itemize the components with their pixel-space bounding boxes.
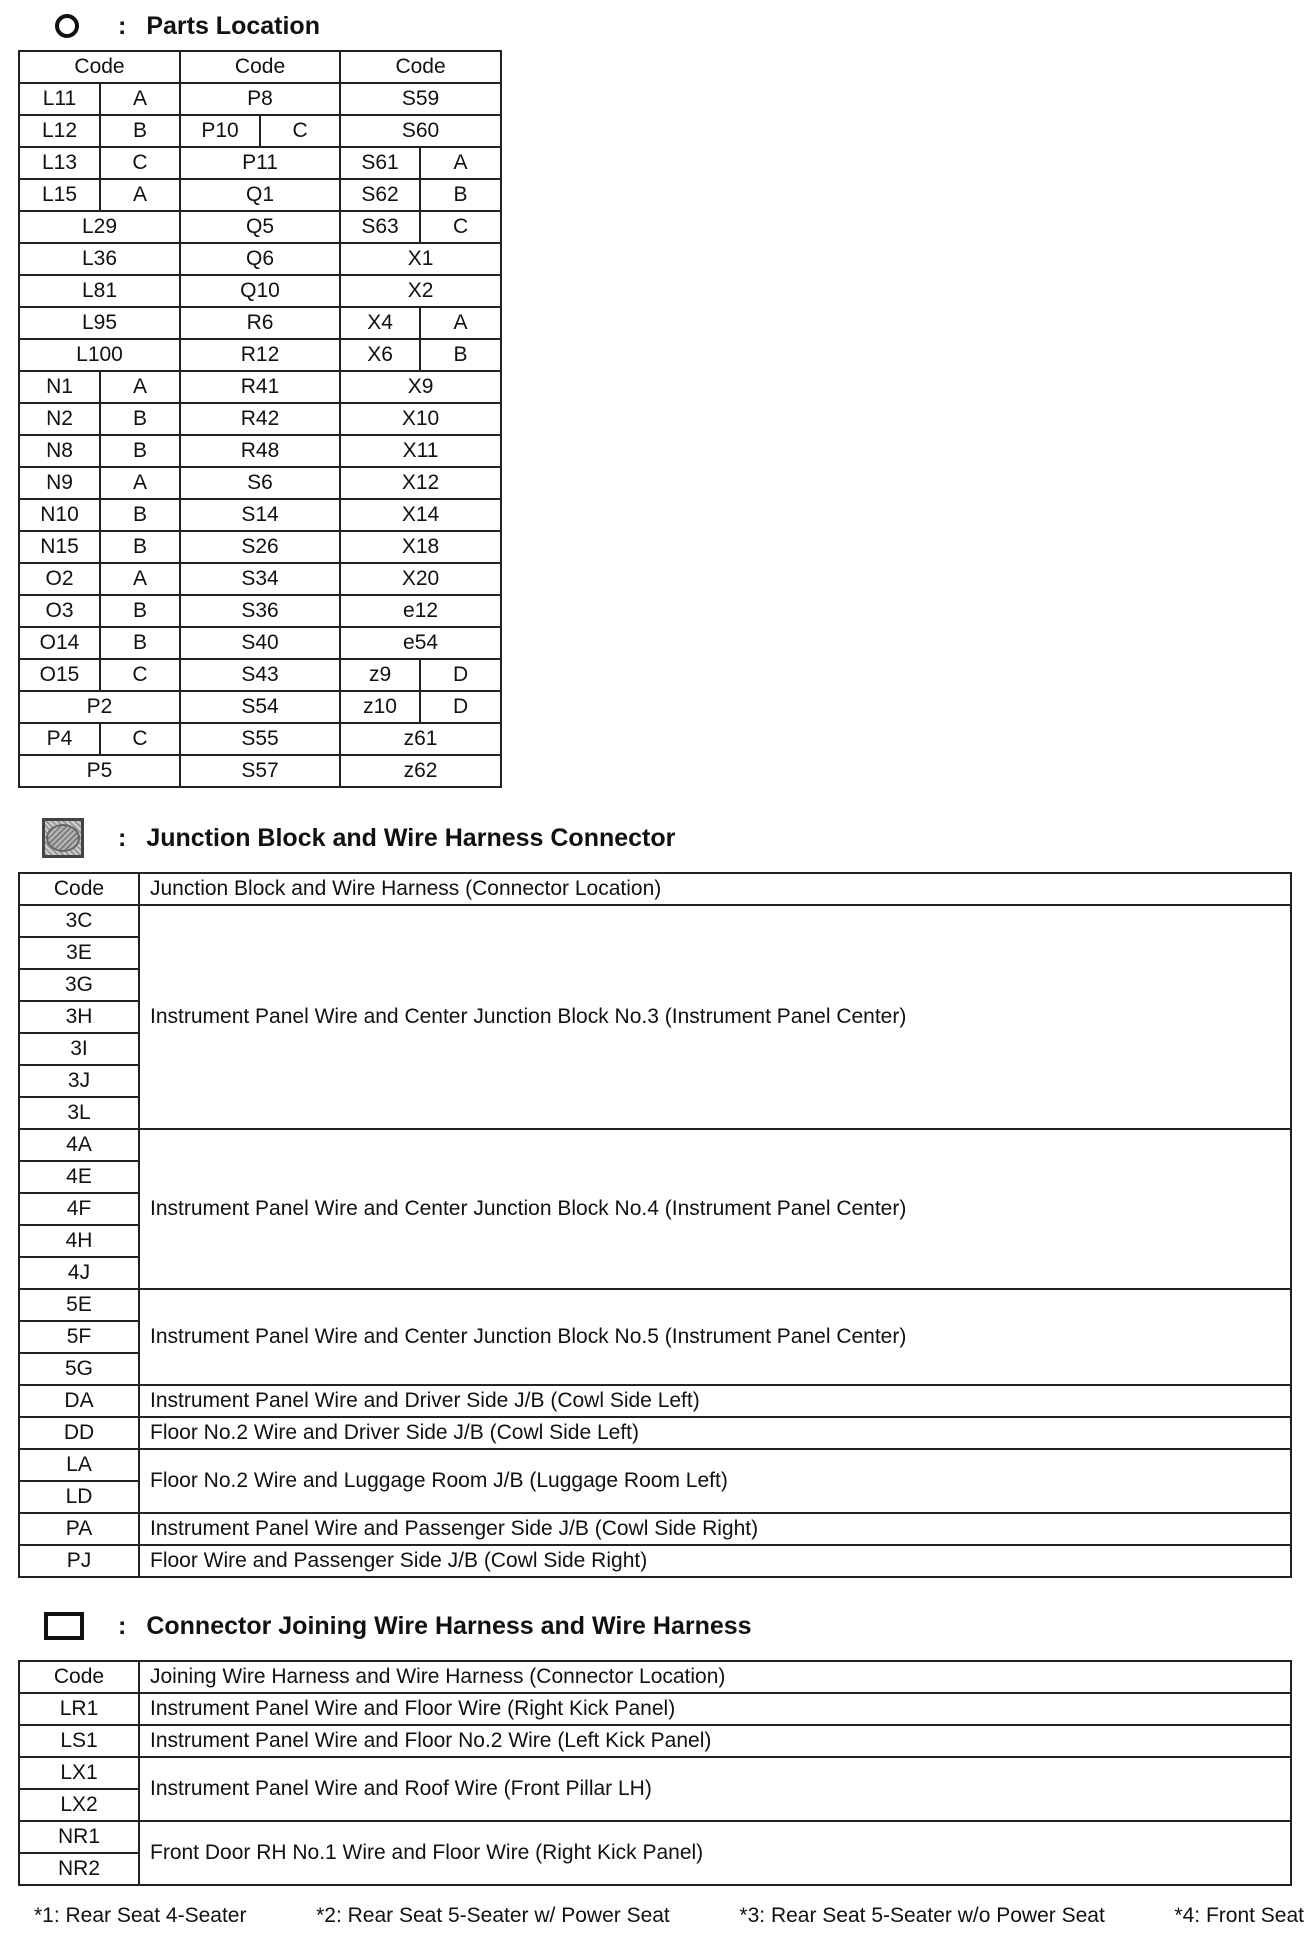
connector-description-cell: Instrument Panel Wire and Floor No.2 Wire (Left Kick Panel) — [139, 1725, 1291, 1757]
part-location-letter-cell: B — [420, 179, 501, 211]
part-code-cell: R42 — [180, 403, 340, 435]
connector-code-cell: 3I — [19, 1033, 139, 1065]
part-code-cell: Q10 — [180, 275, 340, 307]
table-row — [19, 1129, 1291, 1161]
table-row — [19, 595, 501, 627]
part-code-cell: Q6 — [180, 243, 340, 275]
part-code-cell: O3 — [19, 595, 100, 627]
part-code-cell: S60 — [340, 115, 501, 147]
connector-code-cell: 3L — [19, 1097, 139, 1129]
junction-block-title: Junction Block and Wire Harness Connector — [146, 823, 676, 852]
connector-table — [18, 1660, 1292, 1886]
table-row — [19, 243, 501, 275]
connector-description-cell: Floor Wire and Passenger Side J/B (Cowl Side Right) — [139, 1545, 1291, 1577]
connector-code-cell: LX2 — [19, 1789, 139, 1821]
part-code-cell: e12 — [340, 595, 501, 627]
part-code-cell: O15 — [19, 659, 100, 691]
connector-code-cell: 3C — [19, 905, 139, 937]
part-code-cell: L36 — [19, 243, 180, 275]
part-code-cell: X2 — [340, 275, 501, 307]
part-code-cell: P2 — [19, 691, 180, 723]
connector-heading — [40, 1606, 752, 1646]
parts-location-title: Parts Location — [146, 11, 320, 40]
column-header-code: Code — [340, 51, 501, 83]
part-location-letter-cell: B — [100, 627, 180, 659]
connector-code-cell: 4A — [19, 1129, 139, 1161]
part-location-letter-cell: D — [420, 659, 501, 691]
part-location-letter-cell: A — [100, 563, 180, 595]
part-code-cell: z62 — [340, 755, 501, 787]
connector-description-cell: Instrument Panel Wire and Center Junction Block No.5 (Instrument Panel Center) — [139, 1289, 1291, 1385]
connector-description-cell: Floor No.2 Wire and Driver Side J/B (Cowl Side Left) — [139, 1417, 1291, 1449]
connector-description-cell: Front Door RH No.1 Wire and Floor Wire (Right Kick Panel) — [139, 1821, 1291, 1885]
connector-description-cell: Instrument Panel Wire and Roof Wire (Front Pillar LH) — [139, 1757, 1291, 1821]
table-row — [19, 563, 501, 595]
part-code-cell: z9 — [340, 659, 420, 691]
connector-code-cell: PJ — [19, 1545, 139, 1577]
table-row — [19, 1417, 1291, 1449]
part-code-cell: S54 — [180, 691, 340, 723]
part-code-cell: S6 — [180, 467, 340, 499]
column-header-description: Joining Wire Harness and Wire Harness (Connector Location) — [139, 1661, 1291, 1693]
part-location-letter-cell: C — [420, 211, 501, 243]
part-code-cell: R48 — [180, 435, 340, 467]
part-code-cell: O2 — [19, 563, 100, 595]
table-header-row — [19, 51, 501, 83]
part-code-cell: L95 — [19, 307, 180, 339]
part-location-letter-cell: C — [100, 723, 180, 755]
heading-colon: : — [118, 823, 127, 852]
table-header-row — [19, 873, 1291, 905]
part-code-cell: S26 — [180, 531, 340, 563]
table-row — [19, 1725, 1291, 1757]
connector-code-cell: NR2 — [19, 1853, 139, 1885]
part-code-cell: S36 — [180, 595, 340, 627]
part-code-cell: L100 — [19, 339, 180, 371]
connector-code-cell: 3H — [19, 1001, 139, 1033]
connector-code-cell: 4J — [19, 1257, 139, 1289]
table-row — [19, 1821, 1291, 1853]
part-code-cell: L13 — [19, 147, 100, 179]
connector-description-cell: Instrument Panel Wire and Floor Wire (Right Kick Panel) — [139, 1693, 1291, 1725]
table-row — [19, 499, 501, 531]
part-code-cell: X4 — [340, 307, 420, 339]
connector-code-cell: LR1 — [19, 1693, 139, 1725]
table-row — [19, 1385, 1291, 1417]
part-code-cell: S34 — [180, 563, 340, 595]
part-code-cell: S40 — [180, 627, 340, 659]
connector-code-cell: PA — [19, 1513, 139, 1545]
connector-code-cell: NR1 — [19, 1821, 139, 1853]
table-row — [19, 1757, 1291, 1789]
part-code-cell: L15 — [19, 179, 100, 211]
connector-code-cell: 5F — [19, 1321, 139, 1353]
part-code-cell: z10 — [340, 691, 420, 723]
connector-description-cell: Instrument Panel Wire and Passenger Side J/B (Cowl Side Right) — [139, 1513, 1291, 1545]
table-row — [19, 339, 501, 371]
junction-block-legend-icon — [40, 821, 84, 855]
part-location-letter-cell: A — [420, 307, 501, 339]
table-row — [19, 1513, 1291, 1545]
part-code-cell: Q1 — [180, 179, 340, 211]
column-header-description: Junction Block and Wire Harness (Connector Location) — [139, 873, 1291, 905]
connector-code-cell: 3E — [19, 937, 139, 969]
connector-code-cell: 4F — [19, 1193, 139, 1225]
part-code-cell: P8 — [180, 83, 340, 115]
footnotes — [34, 1904, 1304, 1928]
table-row — [19, 403, 501, 435]
part-code-cell: X10 — [340, 403, 501, 435]
part-code-cell: P4 — [19, 723, 100, 755]
table-row — [19, 1545, 1291, 1577]
junction-block-heading — [40, 818, 675, 858]
part-code-cell: S57 — [180, 755, 340, 787]
table-row — [19, 1289, 1291, 1321]
part-code-cell: R41 — [180, 371, 340, 403]
part-location-letter-cell: C — [100, 659, 180, 691]
part-code-cell: S59 — [340, 83, 501, 115]
part-code-cell: S62 — [340, 179, 420, 211]
part-code-cell: X1 — [340, 243, 501, 275]
table-row — [19, 659, 501, 691]
parts-location-table — [18, 50, 502, 788]
part-code-cell: S63 — [340, 211, 420, 243]
table-row — [19, 755, 501, 787]
connector-code-cell: 3G — [19, 969, 139, 1001]
footnote: *2: Rear Seat 5-Seater w/ Power Seat — [316, 1904, 670, 1927]
part-location-letter-cell: B — [100, 595, 180, 627]
table-row — [19, 1449, 1291, 1481]
part-location-letter-cell: A — [420, 147, 501, 179]
connector-code-cell: LX1 — [19, 1757, 139, 1789]
part-code-cell: P5 — [19, 755, 180, 787]
footnote: *4: Front Seat — [1174, 1904, 1304, 1927]
part-location-letter-cell: B — [100, 115, 180, 147]
part-code-cell: X11 — [340, 435, 501, 467]
connector-code-cell: 4H — [19, 1225, 139, 1257]
table-row — [19, 467, 501, 499]
table-row — [19, 83, 501, 115]
table-row — [19, 435, 501, 467]
part-code-cell: P11 — [180, 147, 340, 179]
part-location-letter-cell: B — [420, 339, 501, 371]
part-code-cell: X9 — [340, 371, 501, 403]
part-location-letter-cell: C — [100, 147, 180, 179]
part-code-cell: X12 — [340, 467, 501, 499]
part-code-cell: S61 — [340, 147, 420, 179]
part-code-cell: X14 — [340, 499, 501, 531]
part-code-cell: Q5 — [180, 211, 340, 243]
circle-legend-icon — [40, 9, 84, 43]
table-row — [19, 1693, 1291, 1725]
part-code-cell: z61 — [340, 723, 501, 755]
part-code-cell: N15 — [19, 531, 100, 563]
junction-block-table — [18, 872, 1292, 1578]
part-code-cell: S14 — [180, 499, 340, 531]
column-header-code: Code — [180, 51, 340, 83]
part-location-letter-cell: C — [260, 115, 340, 147]
part-location-letter-cell: A — [100, 467, 180, 499]
part-code-cell: S55 — [180, 723, 340, 755]
connector-description-cell: Instrument Panel Wire and Center Junction Block No.4 (Instrument Panel Center) — [139, 1129, 1291, 1289]
heading-colon: : — [118, 11, 127, 40]
part-location-letter-cell: B — [100, 435, 180, 467]
part-code-cell: S43 — [180, 659, 340, 691]
part-code-cell: N2 — [19, 403, 100, 435]
part-location-letter-cell: D — [420, 691, 501, 723]
rectangle-legend-icon — [40, 1609, 84, 1643]
part-code-cell: L12 — [19, 115, 100, 147]
connector-code-cell: LS1 — [19, 1725, 139, 1757]
connector-description-cell: Floor No.2 Wire and Luggage Room J/B (Luggage Room Left) — [139, 1449, 1291, 1513]
table-row — [19, 275, 501, 307]
part-code-cell: N1 — [19, 371, 100, 403]
part-code-cell: X20 — [340, 563, 501, 595]
part-code-cell: N8 — [19, 435, 100, 467]
connector-code-cell: 3J — [19, 1065, 139, 1097]
table-row — [19, 627, 501, 659]
part-code-cell: L29 — [19, 211, 180, 243]
part-code-cell: O14 — [19, 627, 100, 659]
connector-description-cell: Instrument Panel Wire and Center Junction Block No.3 (Instrument Panel Center) — [139, 905, 1291, 1129]
connector-title: Connector Joining Wire Harness and Wire Harness — [146, 1611, 752, 1640]
part-location-letter-cell: A — [100, 179, 180, 211]
part-code-cell: X18 — [340, 531, 501, 563]
connector-code-cell: LA — [19, 1449, 139, 1481]
footnote: *3: Rear Seat 5-Seater w/o Power Seat — [739, 1904, 1105, 1927]
part-location-letter-cell: B — [100, 499, 180, 531]
part-location-letter-cell: B — [100, 531, 180, 563]
connector-code-cell: 4E — [19, 1161, 139, 1193]
connector-code-cell: 5G — [19, 1353, 139, 1385]
parts-location-heading — [40, 6, 320, 46]
column-header-code: Code — [19, 1661, 139, 1693]
part-code-cell: X6 — [340, 339, 420, 371]
table-row — [19, 691, 501, 723]
part-code-cell: L81 — [19, 275, 180, 307]
part-location-letter-cell: A — [100, 83, 180, 115]
part-location-letter-cell: A — [100, 371, 180, 403]
part-code-cell: L11 — [19, 83, 100, 115]
table-row — [19, 723, 501, 755]
connector-code-cell: DD — [19, 1417, 139, 1449]
connector-code-cell: 5E — [19, 1289, 139, 1321]
part-code-cell: R12 — [180, 339, 340, 371]
heading-colon: : — [118, 1611, 127, 1640]
part-code-cell: N9 — [19, 467, 100, 499]
connector-code-cell: DA — [19, 1385, 139, 1417]
footnote: *1: Rear Seat 4-Seater — [34, 1904, 247, 1927]
part-code-cell: P10 — [180, 115, 260, 147]
table-row — [19, 179, 501, 211]
column-header-code: Code — [19, 51, 180, 83]
table-row — [19, 905, 1291, 937]
table-row — [19, 371, 501, 403]
table-row — [19, 211, 501, 243]
connector-description-cell: Instrument Panel Wire and Driver Side J/B (Cowl Side Left) — [139, 1385, 1291, 1417]
connector-code-cell: LD — [19, 1481, 139, 1513]
part-code-cell: e54 — [340, 627, 501, 659]
table-row — [19, 115, 501, 147]
table-row — [19, 531, 501, 563]
column-header-code: Code — [19, 873, 139, 905]
part-code-cell: R6 — [180, 307, 340, 339]
part-location-letter-cell: B — [100, 403, 180, 435]
table-row — [19, 307, 501, 339]
part-code-cell: N10 — [19, 499, 100, 531]
table-header-row — [19, 1661, 1291, 1693]
table-row — [19, 147, 501, 179]
